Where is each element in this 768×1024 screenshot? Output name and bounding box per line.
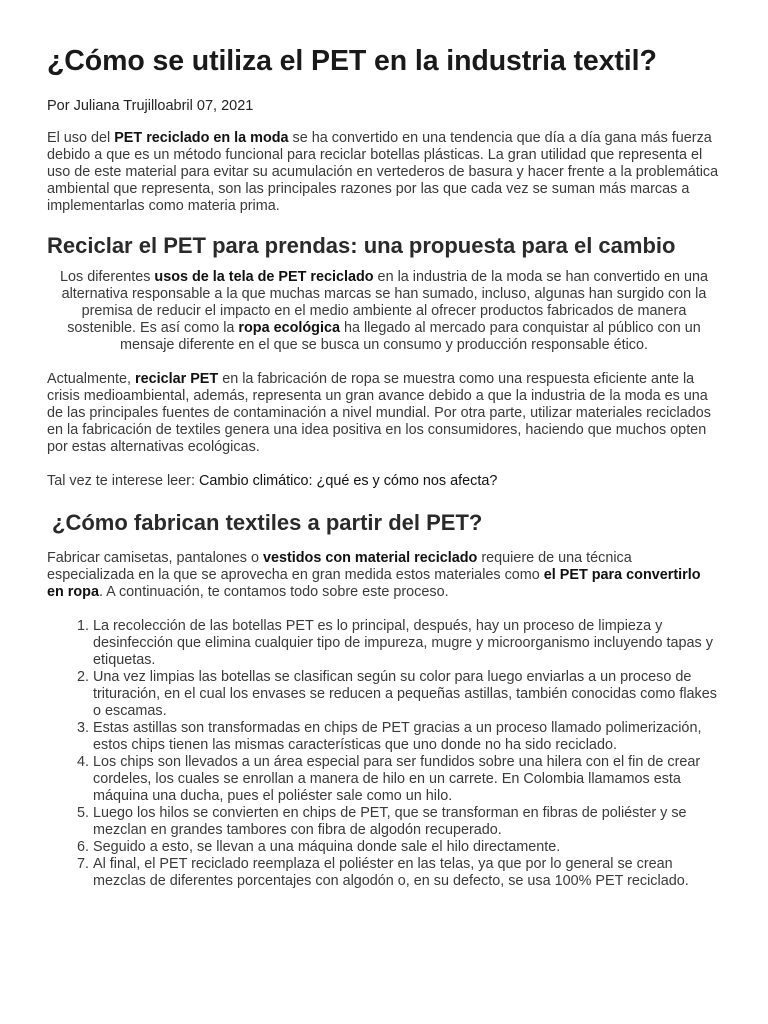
s1p1-bold-usos: usos de la tela de PET reciclado — [154, 269, 374, 285]
section-heading-reciclar: Reciclar el PET para prendas: una propuesta para el cambio — [47, 233, 676, 258]
read-more-line — [47, 473, 721, 490]
list-item: 7. Al final, el PET reciclado reemplaza el poliéster en las telas, ya que por lo general se crean mezclas de diferentes porcentajes con algodón o, en su defecto, se usa 100% PET reciclado. — [93, 856, 721, 890]
s1p2-text-2: en la fabricación de ropa se muestra como una respuesta eficiente ante la crisis medioambiental, además, representa un gran avance debido a que la industria de la moda es una de las principales fuentes de contaminación a nivel mundial. Por otra parte, utilizar materiales reciclados en la fabricación de textiles genera una idea positiva en los consumidores, haciendo que muchos opten por estas alternativas ecológicas. — [47, 371, 711, 455]
s1p1-text-1: Los diferentes — [60, 269, 155, 285]
s1p2-text-1: Actualmente, — [47, 371, 135, 387]
intro-paragraph — [47, 130, 721, 215]
list-item: 5. Luego los hilos se convierten en chips de PET, que se transforman en fibras de poliéster y se mezclan en grandes tambores con fibra de algodón recuperado. — [93, 805, 721, 839]
section2-paragraph-1 — [47, 550, 721, 601]
s2p1-bold-vestidos: vestidos con material reciclado — [262, 550, 478, 566]
list-item: 1. La recolección de las botellas PET es lo principal, después, hay un proceso de limpieza y desinfección que elimina cualquier tipo de impureza, mugre y microorganismo incluyendo tapas y etiquetas. — [93, 618, 721, 669]
s1p1-text-2: en la industria de la moda se han convertido en una alternativa responsable a la que muchas marcas se han sumado, incluso, algunas han surgido con la premisa de reducir el impacto en el medio ambiente al ofrecer productos fabricados de manera sostenible. Es así como la — [61, 269, 708, 336]
list-item: 4. Los chips son llevados a un área especial para ser fundidos sobre una hilera con el fin de crear cordeles, los cuales se enrollan a manera de hilo en un carrete. En Colombia llamamos esta máquina una ducha, pues el poliéster sale como un hilo. — [93, 754, 721, 805]
list-item: 3. Estas astillas son transformadas en chips de PET gracias a un proceso llamado polimerización, estos chips tienen las mismas características que uno donde no ha sido reciclado. — [93, 720, 721, 754]
read-more-prefix: Tal vez te interese leer: — [47, 473, 199, 489]
intro-bold-pet-moda: PET reciclado en la moda — [114, 130, 289, 146]
s1p2-bold-reciclar-pet: reciclar PET — [135, 371, 219, 387]
list-item: 6. Seguido a esto, se llevan a una máquina donde sale el hilo directamente. — [93, 839, 721, 856]
s1p1-text-3: ha llegado al mercado para conquistar al público con un mensaje diferente en el que se busca un consumo y producción responsable ético. — [120, 320, 701, 353]
article-byline: Por Juliana Trujilloabril 07, 2021 — [47, 98, 254, 114]
section-heading-fabrican: ¿Cómo fabrican textiles a partir del PET? — [52, 510, 483, 535]
section1-paragraph-2 — [47, 371, 721, 456]
s1p1-bold-ropa-ecologica: ropa ecológica — [238, 320, 340, 336]
intro-text-1: El uso del — [47, 130, 115, 146]
intro-text-2: se ha convertido en una tendencia que día a día gana más fuerza debido a que es un método funcional para reciclar botellas plásticas. La gran utilidad que representa el uso de este material para evitar su acumulación en vertederos de basura y hacer frente a la problemática ambiental que representa, son las principales razones por las que cada vez se suman más marcas a implementarlas como materia prima. — [47, 130, 719, 214]
list-item: 2. Una vez limpias las botellas se clasifican según su color para luego enviarlas a un proceso de trituración, en el cual los envases se reducen a pequeñas astillas, también conocidas como flakes o escamas. — [93, 669, 721, 720]
s2p1-text-2: requiere de una técnica especializada en la que se aprovecha en gran medida estos materiales como — [47, 550, 632, 583]
article-title: ¿Cómo se utiliza el PET en la industria textil? — [47, 45, 657, 77]
s2p1-bold-pet-ropa: el PET para convertirlo en ropa — [47, 567, 701, 600]
section1-paragraph-1 — [47, 269, 721, 354]
s2p1-text-1: Fabricar camisetas, pantalones o — [47, 550, 263, 566]
s2p1-text-3: . A continuación, te contamos todo sobre este proceso. — [98, 584, 449, 600]
process-steps-list — [47, 618, 721, 890]
read-more-link[interactable]: Cambio climático: ¿qué es y cómo nos afecta? — [198, 473, 498, 489]
